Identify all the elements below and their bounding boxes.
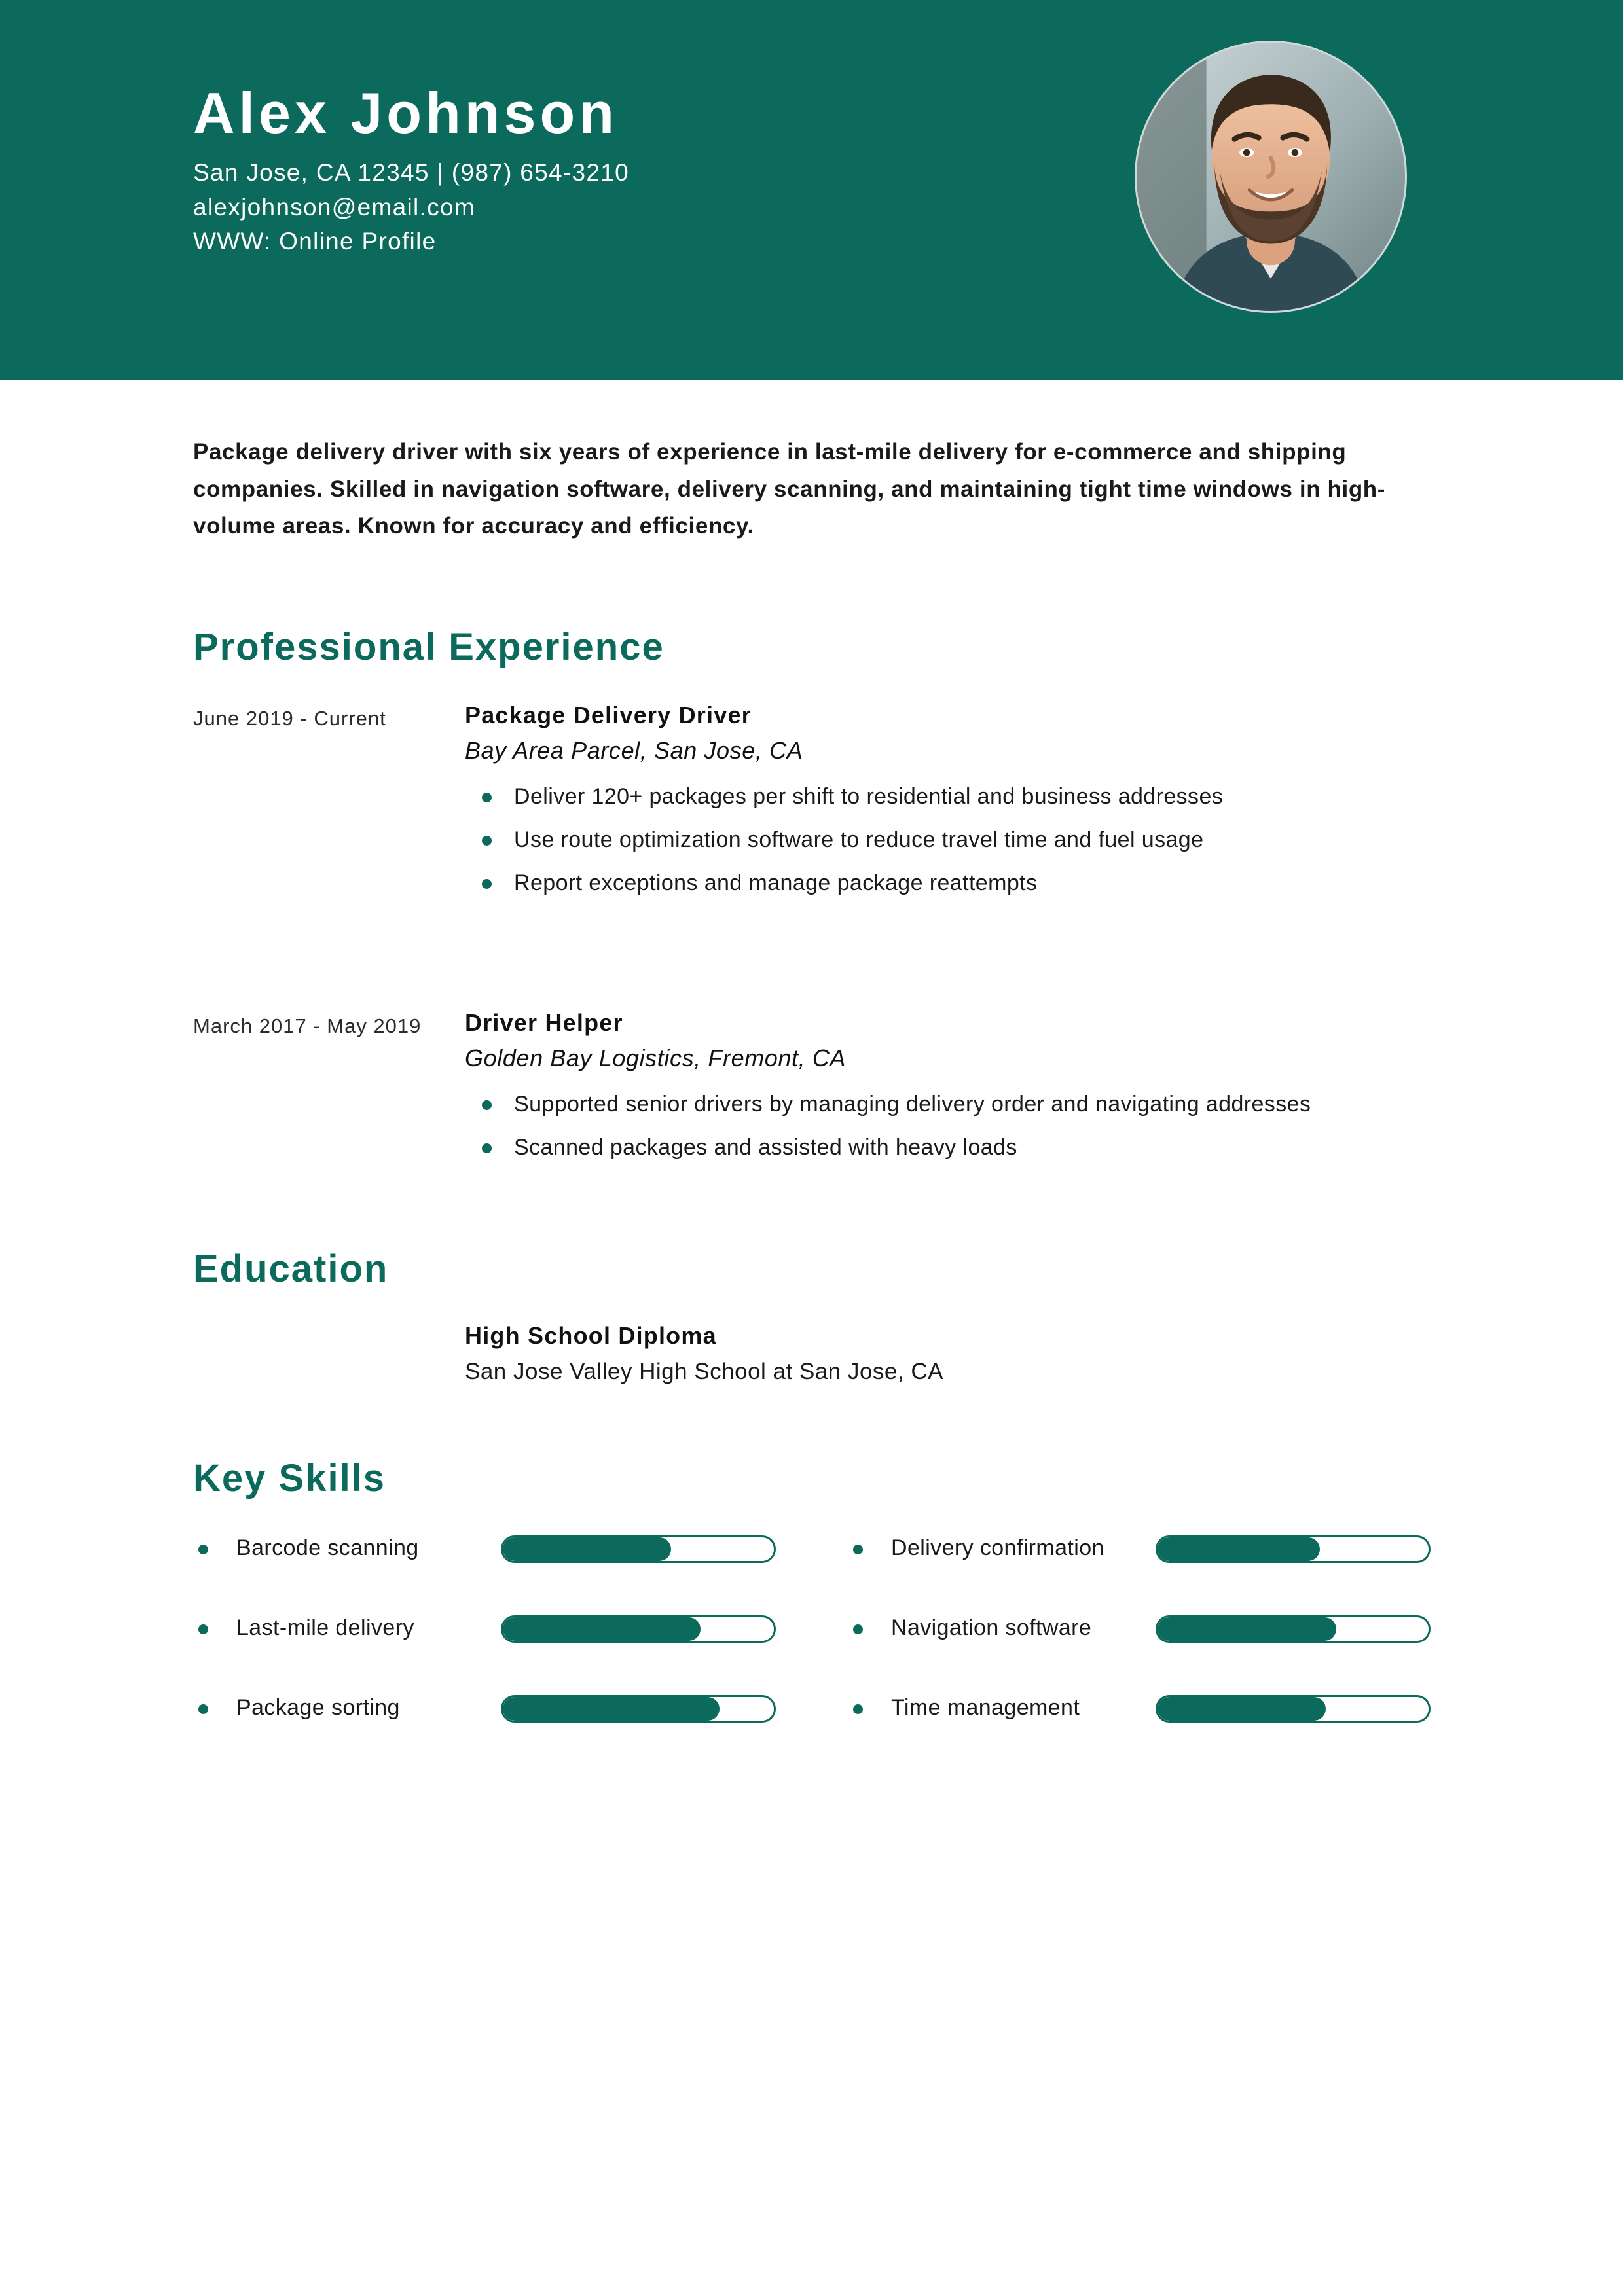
job-organization: Golden Bay Logistics, Fremont, CA bbox=[465, 1045, 847, 1071]
education-item bbox=[465, 1322, 1414, 1385]
skill-level-fill bbox=[503, 1537, 671, 1561]
skill-label: Time management bbox=[848, 1691, 1156, 1725]
job-details bbox=[465, 700, 1447, 910]
job-bullet: Scanned packages and assisted with heavy loads bbox=[465, 1131, 1447, 1164]
portrait-photo-icon bbox=[1137, 43, 1405, 311]
job-dates: June 2019 - Current bbox=[193, 707, 386, 730]
job-bullet: Supported senior drivers by managing delivery order and navigating addresses bbox=[465, 1088, 1447, 1121]
education-degree: High School Diploma bbox=[465, 1322, 717, 1349]
contact-website: WWW: Online Profile bbox=[193, 228, 437, 255]
skill-label: Barcode scanning bbox=[193, 1532, 501, 1565]
skill-level-bar bbox=[1156, 1615, 1431, 1643]
section-education bbox=[0, 1247, 1623, 1420]
job-organization: Bay Area Parcel, San Jose, CA bbox=[465, 737, 803, 764]
skill-level-fill bbox=[503, 1697, 720, 1721]
contact-location-phone: San Jose, CA 12345 | (987) 654-3210 bbox=[193, 159, 630, 187]
skill-level-bar bbox=[1156, 1695, 1431, 1723]
section-title-education: Education bbox=[193, 1247, 389, 1290]
skill-level-bar bbox=[1156, 1535, 1431, 1563]
job-title: Driver Helper bbox=[465, 1009, 623, 1036]
skill-level-bar bbox=[501, 1535, 776, 1563]
skill-level-bar bbox=[501, 1695, 776, 1723]
job-details bbox=[465, 1008, 1447, 1174]
skill-label: Delivery confirmation bbox=[848, 1532, 1156, 1565]
candidate-name: Alex Johnson bbox=[193, 81, 618, 145]
job-bullet: Deliver 120+ packages per shift to residential and business addresses bbox=[465, 780, 1447, 813]
education-school: San Jose Valley High School at San Jose, CA bbox=[465, 1359, 943, 1384]
skill-level-fill bbox=[503, 1617, 701, 1641]
header-text-block bbox=[193, 82, 1142, 259]
section-professional-experience bbox=[0, 380, 1623, 1165]
skill-level-fill bbox=[1158, 1537, 1320, 1561]
section-key-skills bbox=[0, 1457, 1623, 1734]
skill-level-fill bbox=[1158, 1697, 1326, 1721]
avatar bbox=[1135, 41, 1407, 313]
job-dates: March 2017 - May 2019 bbox=[193, 1014, 422, 1037]
skill-level-bar bbox=[501, 1615, 776, 1643]
professional-summary: Package delivery driver with six years of experience in last-mile delivery for e-commerce and shipping companies. Skilled in navigation software, delivery scanning, and maintaining tight time windows in high-volume areas. Known for accuracy and efficiency. bbox=[193, 439, 1386, 539]
skills-grid bbox=[193, 1532, 1437, 1748]
job-title: Package Delivery Driver bbox=[465, 702, 752, 728]
job-bullet: Use route optimization software to reduce travel time and fuel usage bbox=[465, 823, 1447, 856]
skill-label: Last-mile delivery bbox=[193, 1611, 501, 1645]
job-bullet-list bbox=[465, 780, 1447, 900]
skill-label: Navigation software bbox=[848, 1611, 1156, 1645]
job-bullet: Report exceptions and manage package reattempts bbox=[465, 867, 1447, 899]
contact-email: alexjohnson@email.com bbox=[193, 193, 475, 221]
resume-header bbox=[0, 0, 1623, 380]
section-title-skills: Key Skills bbox=[193, 1457, 386, 1499]
job-bullet-list bbox=[465, 1088, 1447, 1164]
section-title-experience: Professional Experience bbox=[193, 626, 665, 668]
skill-label: Package sorting bbox=[193, 1691, 501, 1725]
skill-level-fill bbox=[1158, 1617, 1336, 1641]
